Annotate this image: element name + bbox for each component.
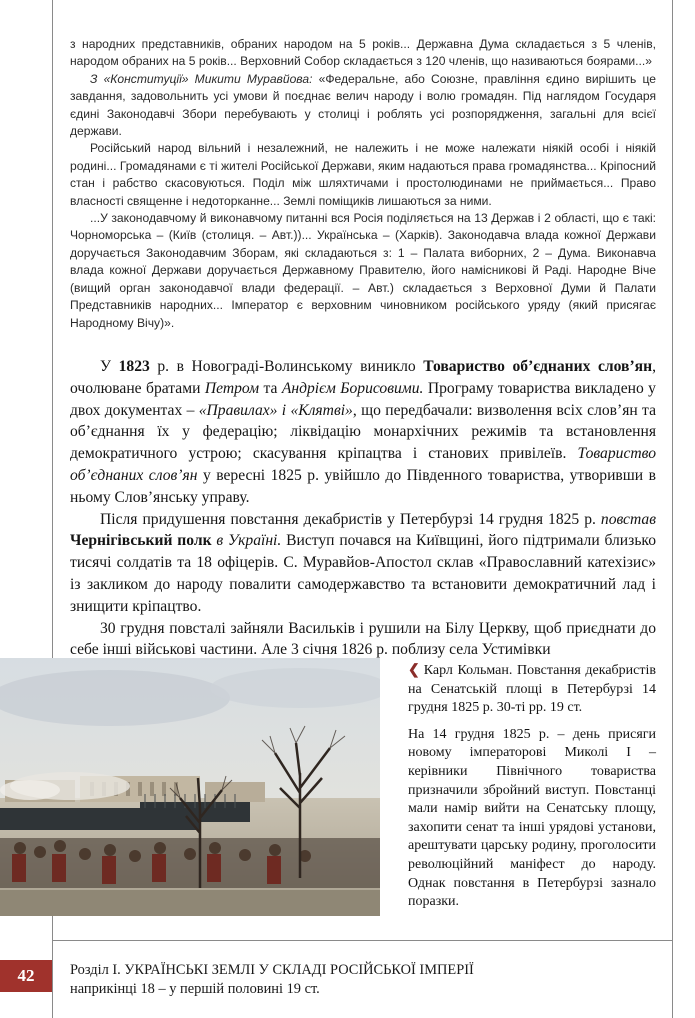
caption-title: ❮ Карл Кольман. Повстання декабристів на Сенатській площі в Петербурзі 14 грудня 1825 р. 30-ті рр. 19 ст. <box>408 663 656 716</box>
senate-square-painting <box>0 658 380 916</box>
figure-caption <box>408 662 656 912</box>
main-paragraph-3: 30 грудня повсталі зайняли Васильків і рушили на Білу Церкву, щоб приєднати до себе інші військові частини. Але 3 січня 1826 р. поблизу села Устимівки <box>70 619 656 659</box>
documents-name: «Правилах» і «Клятві» <box>198 401 353 419</box>
society-name: Товариство об’єднаних слов’ян <box>423 358 653 375</box>
arrow-left-icon: ❮ <box>408 663 420 678</box>
section-title: Розділ І. УКРАЇНСЬКІ ЗЕМЛІ У СКЛАДІ РОСІЙСЬКОЇ ІМПЕРІЇ <box>70 962 474 978</box>
quote-paragraph-3: Російський народ вільний і незалежний, не належить і не може належати ніякій особі і ніякій родині... Громадянами є ті жителі Російської Держави, яким надаються права громадянства... Кріпосний стан і рабство скасовуються. Поділ між шляхтичами і простолюдинами не приймається... Право власності священне і недоторканне... Землі поміщиків лишаються за ними. <box>70 141 656 208</box>
constitution-quote-block <box>70 36 656 332</box>
caption-text: На 14 грудня 1825 р. – день присяги новому імператорові Миколі І – керівники Північного товариства призначили збройний виступ. Повстанці мали намір вийти на Сенатську площу, захопити сенат та інші урядові установи, арештувати царську родину, проголосити революційний маніфест до народу. Однак повстання в Петербурзі зазнало поразки. <box>408 726 656 910</box>
section-footer <box>70 961 660 999</box>
quote-paragraph-1: з народних представників, обраних народом на 5 років... Державна Дума складається з 5 членів, народом обраних на 5 років... Верховний Собор складається з 120 членів, що називаються боярами...» <box>70 37 656 69</box>
painting-illustration <box>0 658 380 916</box>
right-margin-rule <box>672 0 673 1018</box>
main-text <box>70 356 656 661</box>
quote-source: З «Конституції» Микити Муравйова: <box>90 71 313 86</box>
page-number: 42 <box>0 960 52 992</box>
footer-rule <box>52 940 672 941</box>
quote-paragraph-2: З «Конституції» Микити Муравйова: «Федеральне, або Союзне, правління єдино вирішить це завдання, задовольнить усі умови й поєднає велич народу і волю громадян. Під наглядом Государя єдині Законодавчі Збори перебувають у столиці і роблять усі розпорядження, загальні для всієї держави. <box>70 71 656 139</box>
section-subtitle: наприкінці 18 – у першій половині 19 ст. <box>70 981 320 997</box>
main-paragraph-2: Після придушення повстання декабристів у Петербурзі 14 грудня 1825 р. повстав Чернігівський полк в Україні. Виступ почався на Київщині, його підтримали близько тисячі солдатів та 18 офіцерів. С. Муравйов-Апостол склав «Православний катехізис» із закликом до народу повалити самодержавство та встановити демократичний лад і знищити кріпацтво. <box>70 510 657 615</box>
quote-paragraph-4: ...У законодавчому й виконавчому питанні вся Росія поділяється на 13 Держав і 2 області, що є такі: Чорноморська – (Київ (столиця. – Авт.))... Українська – (Харків). Законодавча влада кожної Держави доручається Законодавчим Зборам, які складаються з: 1 – Палата виборних, 2 – Дума. Виконавча влада кожної Держави доручається Державному Правителю, його намісникові й Раді. Народне Віче (вищий орган законодавчої влади федерації. – Авт.) складається з Верховної Думи й Палати Представників народних... Імператор є верховним чиновником російського уряду (який присягає Народному Вічу)». <box>70 211 656 330</box>
main-paragraph-1: У 1823 р. в Новограді-Волинському виникло Товариство об’єднаних слов’ян, очолюване братами Петром та Андрієм Борисовими. Програму товариства викладено у двох документах – «Правилах» і «Клятві», що передбачали: визволення всіх слов’ян та об’єднання їх у федерацію; ліквідацію монархічних режимів та встановлення демократичного устрою; скасування кріпацтва і станових привілеїв. Товариство об’єднаних слов’ян у вересні 1825 р. увійшло до Південного товариства, утворивши в ньому Слов’янську управу. <box>70 358 657 506</box>
regiment-name: Чернігівський полк <box>70 532 212 550</box>
